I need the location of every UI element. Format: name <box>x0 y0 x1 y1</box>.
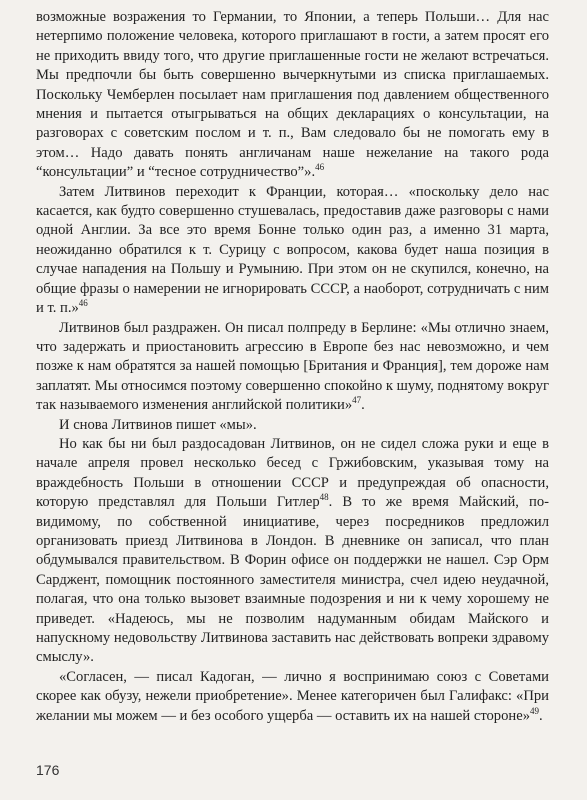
footnote-ref: 46 <box>78 298 88 309</box>
footnote-ref: 49 <box>530 705 539 716</box>
paragraph-text: Литвинов был раздражен. Он писал полпреду в Берлине: «Мы отлично знаем, что задержать и приостановить агрессию в Европе без нас невозможно, и чем позже к нам обратятся за нашей помощью [Британия и Франция], тем дороже нам заплатят. Мы относимся поэтому совершенно спокойно к шуму, поднятому вокруг так называемого изменения английской политики» <box>36 319 549 414</box>
page-number: 176 <box>36 762 60 778</box>
paragraph <box>36 183 549 319</box>
paragraph-text: возможные возражения то Германии, то Японии, а теперь Польши… Для нас нетерпимо положение человека, которого приглашают в гости, а затем просят его не приходить ввиду того, что другие приглашенные гости не желают встречаться. Мы предпочли бы быть совершенно вычеркнутыми из списка приглашаемых. Поскольку Чемберлен посылает нам приглашения под давлением общественного мнения и пытается отыгрываться на общих декларациях о консультации, на разговорах с советским послом и т. п., Вам следовало бы не помогать ему в этом… Надо давать понять англичанам наше нежелание на такого рода “консультации” и “тесное сотрудничество”». <box>36 9 549 181</box>
paragraph-text: Но как бы ни был раздосадован Литвинов, он не сидел сложа руки и еще в начале апреля провел несколько бесед с Гржибовским, указывая тому на враждебность Польши в отношении СССР и предупреждая об опасности, которую представлял для Польши Гитлер <box>36 435 549 511</box>
paragraph <box>36 319 549 416</box>
paragraph-text: И снова Литвинов пишет «мы». <box>59 416 257 433</box>
body-text <box>36 8 549 726</box>
paragraph-tail: . <box>361 397 365 414</box>
paragraph-text: Затем Литвинов переходит к Франции, которая… «поскольку дело нас касается, как будто совершенно стушевалась, предоставив даже разговоры с нами одной Англии. За все это время Бонне только один раз, а именно 31 марта, неожиданно обратился к т. Сурицу с вопросом, какова будет наша позиция в случае нападения на Польшу и Румынию. При этом он не скупился, конечно, на общие фразы о намерении не игнорировать СССР, а наоборот, сотрудничать с ним и т. п.» <box>36 183 549 317</box>
paragraph-text: «Согласен, — писал Кадоган, — лично я воспринимаю союз с Советами скорее как обузу, нежели приобретение». Менее категоричен был Галифакс: «При желании мы можем — и без особого ущерба — оставить их на нашей стороне» <box>36 668 549 724</box>
paragraph <box>36 435 549 668</box>
footnote-ref: 47 <box>352 395 362 406</box>
footnote-ref: 46 <box>315 162 325 173</box>
paragraph <box>36 668 549 726</box>
paragraph-tail: . <box>539 707 543 724</box>
paragraph-tail: . В то же время Майский, по-видимому, по собственной инициативе, через посредников предложил организовать приезд Литвинова в Лондон. В дневнике он записал, что план обдумывался правительством. В Форин офисе он поддержки не нашел. Сэр Орм Сарджент, помощник постоянного заместителя министра, счел идею неудачной, полагая, что она только вызовет взаимные подозрения и ни к чему хорошему не приведет. «Надеюсь, мы не позволим надуманным обидам Майского и напускному недовольству Литвинова заставить нас действовать вопреки здравому смыслу». <box>36 494 549 666</box>
footnote-ref: 48 <box>319 492 329 503</box>
paragraph <box>36 416 549 435</box>
paragraph <box>36 8 549 183</box>
